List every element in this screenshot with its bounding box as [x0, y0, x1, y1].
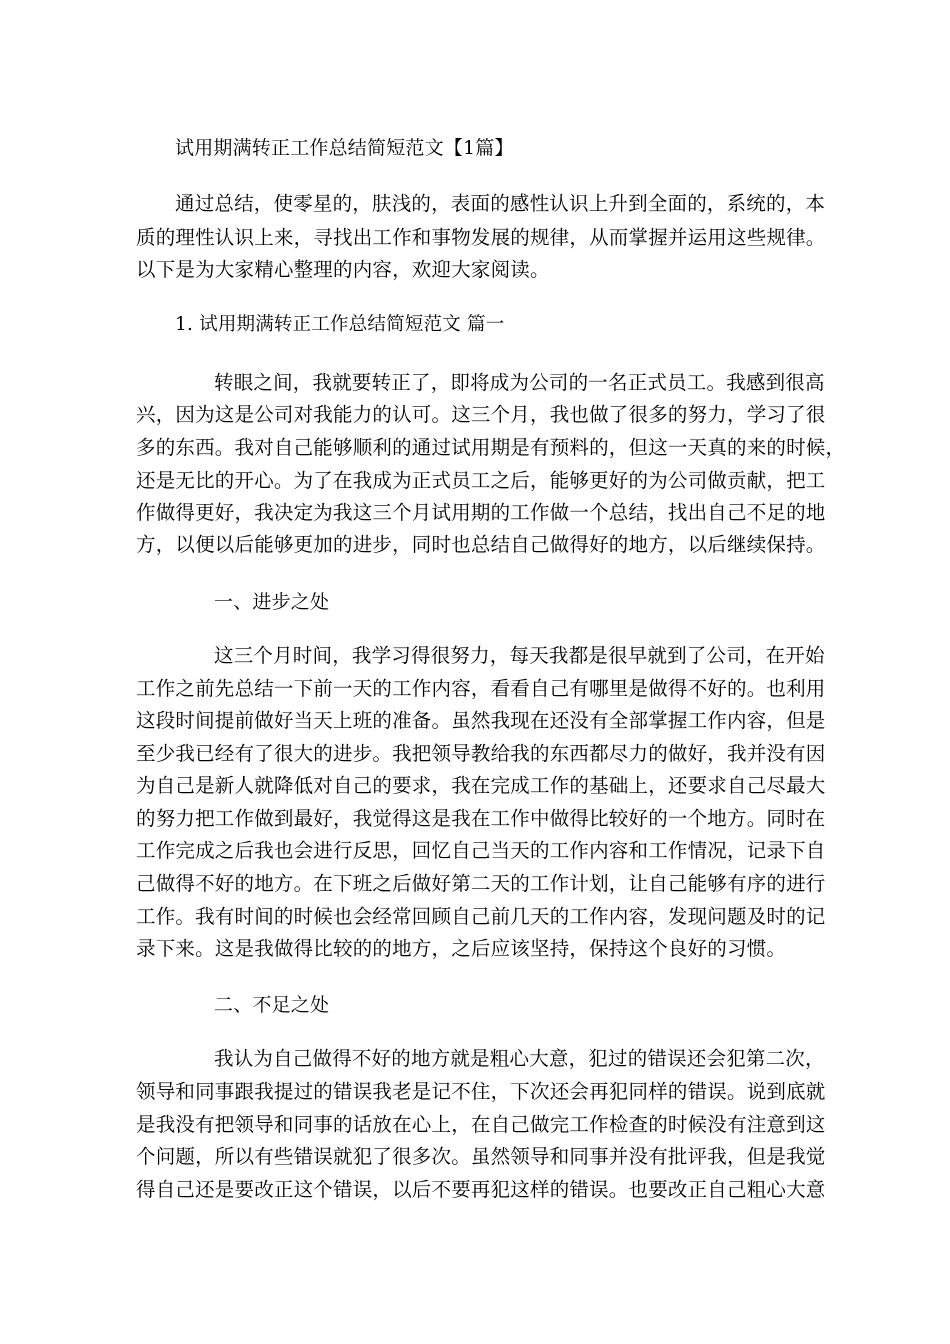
section-title: 1. 试用期满转正工作总结简短范文 篇一: [175, 314, 505, 335]
paragraph-line: 这三个月时间，我学习得很努力，每天我都是很早就到了公司，在开始: [214, 644, 825, 667]
paragraph-line: 作做得更好，我决定为我这三个月试用期的工作做一个总结，找出自己不足的地: [136, 501, 826, 524]
paragraph-line: 兴，因为这是公司对我能力的认可。这三个月，我也做了很多的努力，学习了很: [136, 403, 826, 426]
paragraph-line: 我认为自己做得不好的地方就是粗心大意，犯过的错误还会犯第二次，: [214, 1047, 825, 1070]
paragraph-line: 录下来。这是我做得比较的的地方，之后应该坚持，保持这个良好的习惯。: [136, 937, 787, 960]
paragraph-line: 方，以便以后能够更加的进步，同时也总结自己做得好的地方，以后继续保持。: [136, 533, 826, 556]
paragraph-line: 还是无比的开心。为了在我成为正式员工之后，能够更好的为公司做贡献，把工: [136, 469, 826, 492]
intro-line: 通过总结，使零星的，肤浅的，表面的感性认识上升到全面的，系统的，本: [175, 192, 826, 215]
paragraph-line: 多的东西。我对自己能够顺利的通过试用期是有预料的，但这一天真的来的时候，: [136, 436, 846, 459]
paragraph-line: 是我没有把领导和同事的话放在心上，在自己做完工作检查的时候没有注意到这: [136, 1113, 826, 1136]
paragraph-line: 领导和同事跟我提过的错误我老是记不住，下次还会再犯同样的错误。说到底就: [136, 1080, 826, 1103]
paragraph-line: 工作。我有时间的时候也会经常回顾自己前几天的工作内容，发现问题及时的记: [136, 905, 826, 928]
paragraph-line: 转眼之间，我就要转正了，即将成为公司的一名正式员工。我感到很高: [214, 371, 825, 394]
paragraph-line: 工作之前先总结一下前一天的工作内容，看看自己有哪里是做得不好的。也利用: [136, 677, 826, 700]
paragraph-line: 工作完成之后我也会进行反思，回忆自己当天的工作内容和工作情况，记录下自: [136, 839, 826, 862]
document-title: 试用期满转正工作总结简短范文【1篇】: [175, 137, 514, 159]
paragraph-line: 己做得不好的地方。在下班之后做好第二天的工作计划，让自己能够有序的进行: [136, 872, 826, 895]
subheading-progress: 一、进步之处: [214, 591, 330, 613]
intro-line: 以下是为大家精心整理的内容，欢迎大家阅读。: [136, 258, 550, 281]
paragraph-line: 这段时间提前做好当天上班的准备。虽然我现在还没有全部掌握工作内容，但是: [136, 709, 826, 732]
paragraph-line: 得自己还是要改正这个错误，以后不要再犯这样的错误。也要改正自己粗心大意: [136, 1178, 826, 1201]
intro-line: 质的理性认识上来，寻找出工作和事物发展的规律，从而掌握并运用这些规律。: [136, 226, 826, 249]
paragraph-line: 至少我已经有了很大的进步。我把领导教给我的东西都尽力的做好，我并没有因: [136, 742, 826, 765]
paragraph-line: 为自己是新人就降低对自己的要求，我在完成工作的基础上，还要求自己尽最大: [136, 774, 826, 797]
subheading-shortcomings: 二、不足之处: [214, 994, 330, 1016]
paragraph-line: 的努力把工作做到最好，我觉得这是我在工作中做得比较好的一个地方。同时在: [136, 807, 826, 830]
paragraph-line: 个问题，所以有些错误就犯了很多次。虽然领导和同事并没有批评我，但是我觉: [136, 1145, 826, 1168]
